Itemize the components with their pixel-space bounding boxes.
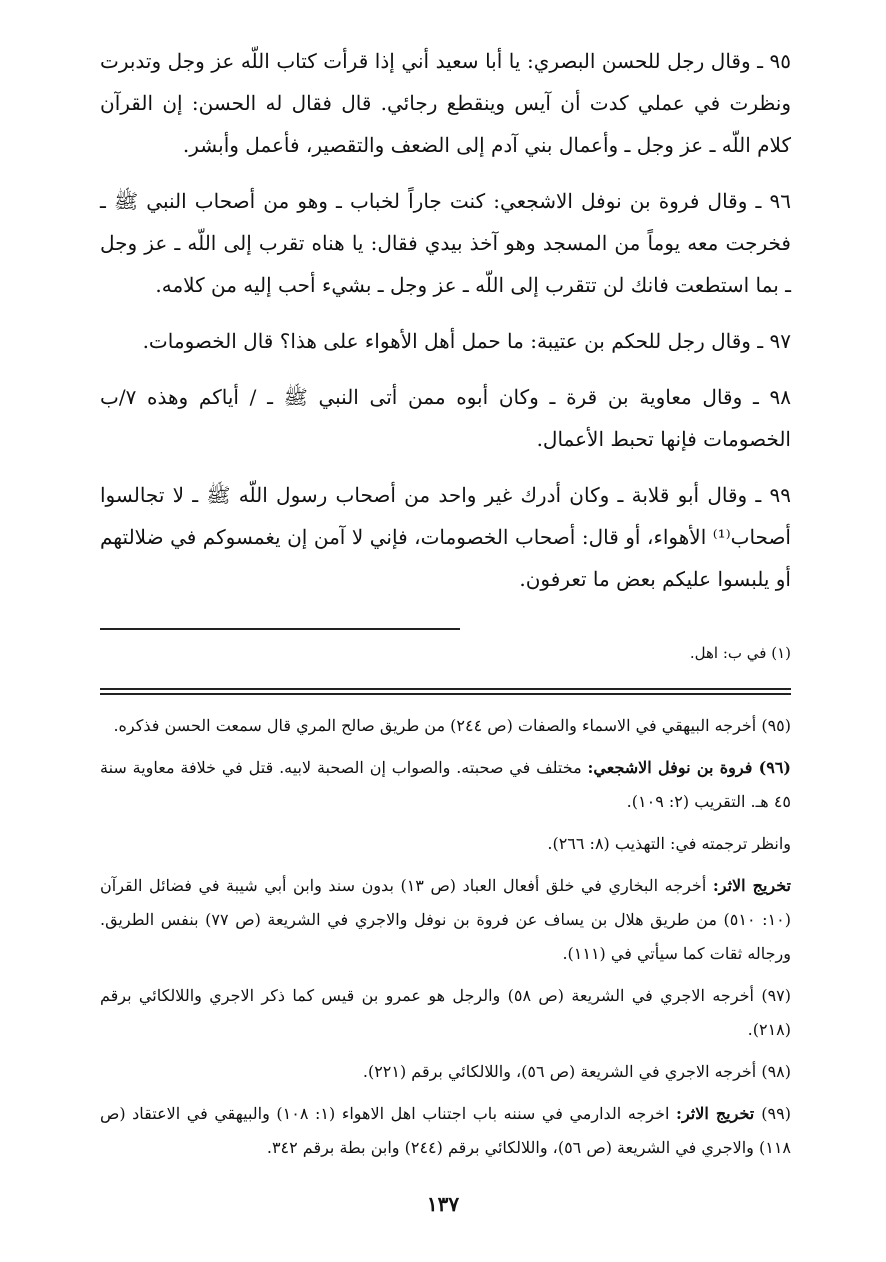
footnote-separator (100, 628, 791, 630)
note-95: (٩٥) أخرجه البيهقي في الاسماء والصفات (ص ٢٤٤) من طريق صالح المري قال سمعت الحسن فذكره. (113, 716, 791, 735)
paragraph-96: ٩٦ ـ وقال فروة بن نوفل الاشجعي: كنت جاراً لخباب ـ وهو من أصحاب النبي ﷺ ـ فخرجت معه يوماً من المسجد وهو آخذ بيدي فقال: يا هناه تقرب إلى اللّه ـ عز وجل ـ بما استطعت فانك لن تتقرب إلى اللّه ـ عز وجل ـ بشيء أحب إليه من كلامه. (100, 189, 791, 297)
footnote: (١) في ب: اهل. (689, 644, 791, 662)
takhrij-text: أخرجه البخاري في خلق أفعال العباد (ص ١٣) بدون سند وابن أبي شيبة في فضائل القرآن (١٠: ٥١٠) من طريق هلال بن يساف عن فروة بن نوفل والاجري في الشريعة (ص ٧٧) بنفس الطريق. ورجاله ثقات كما سيأتي في (١١١). (100, 876, 792, 963)
note-96-label: (٩٦) فروة بن نوفل الاشجعي: (587, 758, 791, 777)
takhrij-text-99: اخرجه الدارمي في سننه باب اجتناب اهل الاهواء (١: ١٠٨) والبيهقي في الاعتقاد (ص ١١٨) والاجري في الشريعة (ص ٥٦)، واللالكائي برقم (٢٤٤) وابن بطة برقم ٣٤٢. (100, 1104, 791, 1157)
note-takhrij-96 (100, 869, 791, 971)
notes-separator (100, 688, 791, 695)
page-number: ١٣٧ (426, 1192, 460, 1216)
paragraph-98: ٩٨ ـ وقال معاوية بن قرة ـ وكان أبوه ممن أتى النبي ﷺ ـ / أياكم وهذه ٧/ب الخصومات فإنها تحبط الأعمال. (100, 385, 791, 451)
note-96-text: مختلف في صحبته. والصواب إن الصحبة لابيه. قتل في خلافة معاوية سنة ٤٥ هـ. التقريب (٢: ١٠٩). (100, 758, 791, 811)
note-99-number: (٩٩) (761, 1104, 791, 1123)
note-98: (٩٨) أخرجه الاجري في الشريعة (ص ٥٦)، واللالكائي برقم (٢٢١). (362, 1062, 791, 1081)
note-96-ref: وانظر ترجمته في: التهذيب (٨: ٢٦٦). (547, 834, 791, 853)
main-text (100, 40, 791, 600)
paragraph-97: ٩٧ ـ وقال رجل للحكم بن عتيبة: ما حمل أهل الأهواء على هذا؟ قال الخصومات. (142, 329, 791, 353)
paragraph-95: ٩٥ ـ وقال رجل للحسن البصري: يا أبا سعيد أني إذا قرأت كتاب اللّه عز وجل وتدبرت ونظرت في عملي كدت أن آيس وينقطع رجائي. قال فقال له الحسن: إن القرآن كلام اللّه ـ عز وجل ـ وأعمال بني آدم إلى الضعف والتقصير، فأعمل وأبشر. (100, 49, 791, 157)
note-99 (100, 1097, 791, 1165)
note-96 (100, 751, 791, 819)
commentary-notes (100, 709, 791, 1165)
footnote-rule (100, 628, 460, 630)
takhrij-label-99: تخريج الاثر: (676, 1104, 762, 1123)
note-97: (٩٧) أخرجه الاجري في الشريعة (ص ٥٨) والرجل هو عمرو بن قيس كما ذكر الاجري واللالكائي برقم (٢١٨). (100, 986, 792, 1039)
paragraph-99: ٩٩ ـ وقال أبو قلابة ـ وكان أدرك غير واحد من أصحاب رسول اللّه ﷺ ـ لا تجالسوا أصحاب⁽¹⁾ الأهواء، أو قال: أصحاب الخصومات، فإني لا آمن إن يغمسوكم في ضلالتهم أو يلبسوا عليكم بعض ما تعرفون. (100, 483, 791, 591)
takhrij-label: تخريج الاثر: (712, 876, 792, 895)
